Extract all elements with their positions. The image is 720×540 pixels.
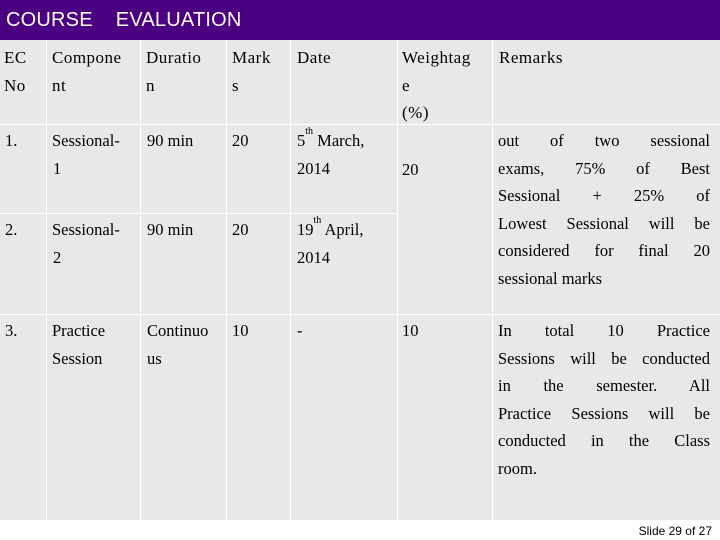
- row2-date: 19th April, 2014: [297, 215, 364, 267]
- row-divider: [0, 213, 398, 214]
- row1-component: Sessional- 1: [52, 131, 120, 178]
- row1-duration: 90 min: [147, 131, 194, 150]
- header-cell-duration: Duratio n: [146, 48, 202, 95]
- row2-no: 2.: [5, 220, 18, 239]
- col-divider: [492, 40, 493, 520]
- row-divider: [0, 314, 720, 315]
- header-cell-date: Date: [297, 48, 332, 67]
- col-divider: [46, 40, 47, 520]
- row-divider: [0, 124, 720, 125]
- remarks-practice: In total 10 Practice Sessions will be conducted in the semester. All Practice Sessions will be conducted in the Class room.: [498, 321, 710, 478]
- row3-component: Practice Session: [52, 321, 106, 368]
- row2-duration: 90 min: [147, 220, 194, 239]
- col-divider: [140, 40, 141, 520]
- col-divider: [226, 40, 227, 520]
- header-cell-component: Compone nt: [52, 48, 122, 95]
- row3-marks: 10: [232, 321, 249, 340]
- row3-date: -: [297, 321, 303, 340]
- row3-no: 3.: [5, 321, 18, 340]
- col-divider: [290, 40, 291, 520]
- header-cell-weightage: Weightag e (%): [402, 48, 471, 122]
- merged-weightage: 20: [402, 160, 419, 179]
- row2-marks: 20: [232, 220, 249, 239]
- row1-marks: 20: [232, 131, 249, 150]
- slide-number: Slide 29 of 27: [638, 524, 712, 538]
- title-bar: [0, 0, 720, 40]
- page-title: COURSE EVALUATION: [6, 9, 242, 31]
- col-divider: [397, 40, 398, 520]
- header-cell-marks: Mark s: [232, 48, 271, 95]
- row1-date: 5th March, 2014: [297, 126, 365, 178]
- evaluation-table: [0, 40, 720, 520]
- row3-duration: Continuo us: [147, 321, 209, 368]
- remarks-sessional: out of two sessional exams, 75% of Best Sessional + 25% of Lowest Sessional will be considered for final 20 sessional marks: [498, 131, 710, 288]
- row2-component: Sessional- 2: [52, 220, 120, 267]
- header-cell-ec-no: EC No: [4, 48, 27, 95]
- row3-weightage: 10: [402, 321, 419, 340]
- header-cell-remarks: Remarks: [499, 48, 563, 67]
- row1-no: 1.: [5, 131, 18, 150]
